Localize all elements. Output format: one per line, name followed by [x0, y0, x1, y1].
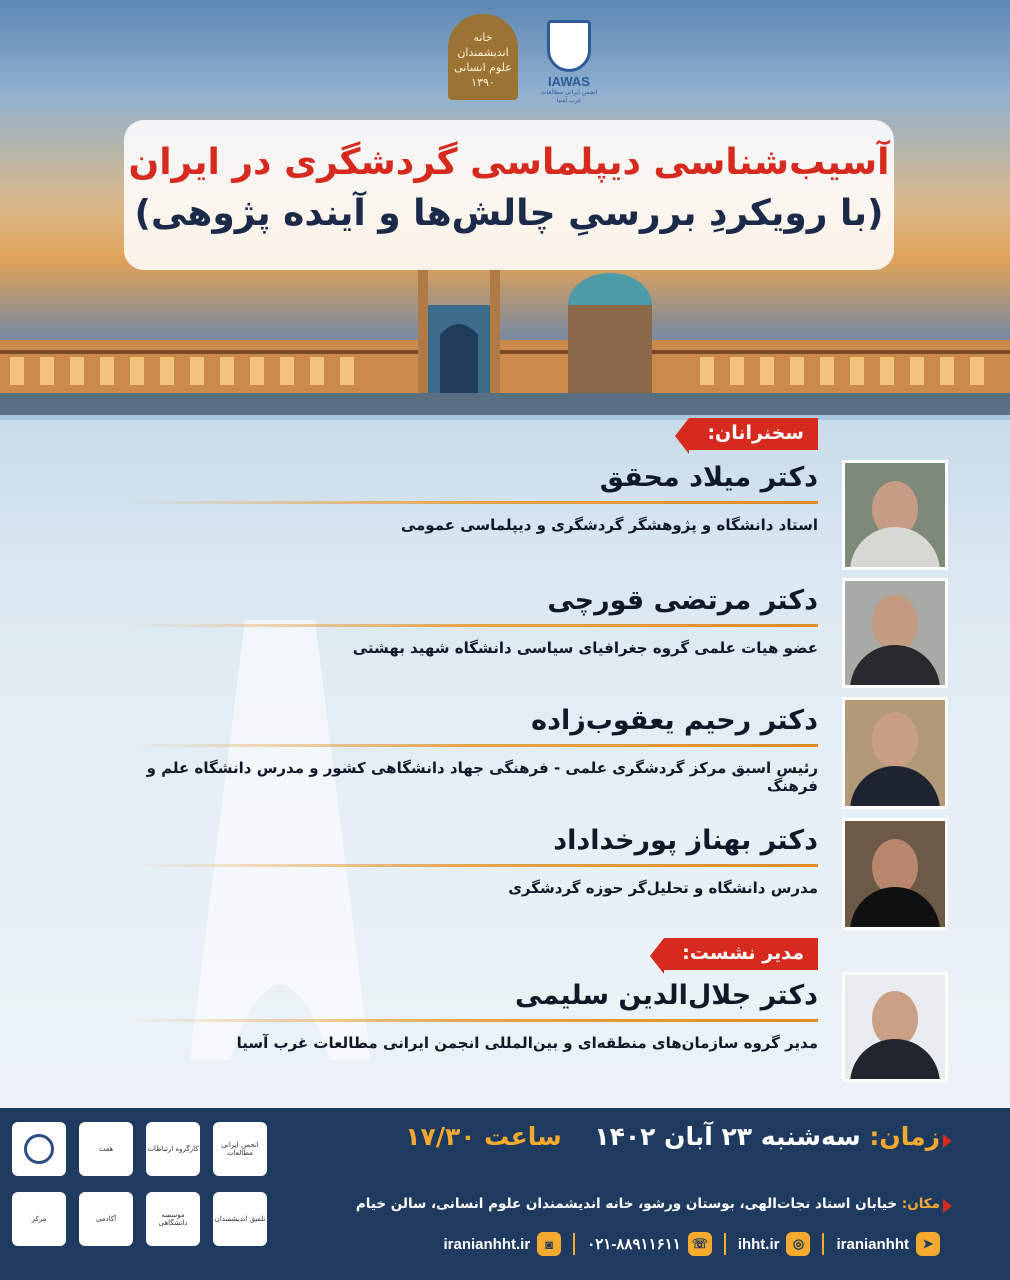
speaker-role: رئیس اسبق مرکز گردشگری علمی - فرهنگی جهاد دانشگاهی کشور و مدرس دانشگاه علم و فرهنگ [146, 759, 818, 795]
partner-logo [12, 1192, 66, 1246]
partner-logo [146, 1122, 200, 1176]
moderator-label [664, 938, 818, 970]
contact-divider [724, 1233, 726, 1255]
partner-logo [213, 1192, 267, 1246]
naqsh-jahan-skyline [0, 265, 1010, 415]
moderator-photo [842, 972, 948, 1082]
time-bullet-icon [943, 1134, 952, 1148]
place-bullet-icon [943, 1199, 952, 1213]
speaker-4-photo [842, 818, 948, 930]
instagram-handle: iranianhht.ir [443, 1235, 531, 1253]
speaker-torso [850, 887, 940, 930]
event-place [356, 1196, 940, 1212]
speaker-role: استاد دانشگاه و پژوهشگر گردشگری و دیپلماسی عمومی [400, 516, 818, 534]
speaker-name: دکتر رحیم یعقوب‌زاده [531, 705, 818, 736]
phone-contact[interactable] [587, 1232, 712, 1256]
speaker-1 [128, 462, 818, 534]
speakers-label-text: سخنرانان: [707, 422, 804, 444]
contact-row [444, 1232, 941, 1256]
speaker-name: دکتر میلاد محقق [599, 462, 818, 493]
place-label: مکان: [901, 1196, 940, 1212]
partner-logo-text: کارگروه ارتباطات [147, 1145, 199, 1153]
event-time [405, 1122, 940, 1151]
iawas-logo [535, 20, 603, 118]
speaker-role: عضو هیات علمی گروه جغرافیای سیاسی دانشگاه شهید بهشتی [352, 639, 818, 657]
partner-logo [79, 1192, 133, 1246]
telegram-icon: ➤ [916, 1232, 940, 1256]
moderator-name: دکتر جلال‌الدین سلیمی [515, 980, 818, 1011]
partner-logo-text: هفت [98, 1145, 114, 1153]
telegram-handle: iranianhht [836, 1235, 909, 1253]
speaker-3 [128, 705, 818, 795]
moderator-divider [128, 1019, 818, 1022]
iawas-shield-icon [547, 20, 591, 72]
instagram-icon: ◙ [537, 1232, 561, 1256]
speaker-role: مدرس دانشگاه و تحلیل‌گر حوزه گردشگری [508, 879, 818, 897]
place-value: خیابان استاد نجات‌الهی، بوستان ورشو، خانه اندیشمندان علوم انسانی، سالن خیام [355, 1196, 898, 1212]
speaker-divider [128, 744, 818, 747]
partner-logo-text: موسسه دانشگاهی [158, 1211, 188, 1227]
partner-logo-text: مرکز [31, 1215, 47, 1223]
contact-divider [822, 1233, 824, 1255]
title-box [124, 120, 894, 270]
instagram-contact[interactable] [444, 1232, 562, 1256]
speaker-4 [128, 825, 818, 897]
contact-divider [573, 1233, 575, 1255]
moderator-torso [850, 1039, 940, 1082]
partner-logo-text: انجمن ایرانی مطالعات [221, 1141, 259, 1157]
moderator-label-text: مدیر نشست: [682, 942, 804, 964]
partner-mark-icon [24, 1134, 54, 1164]
speaker-torso [850, 527, 940, 570]
event-title: آسیب‌شناسی دیپلماسی گردشگری در ایران [128, 142, 890, 183]
partner-logo-text: آکادمی [95, 1215, 117, 1223]
moderator-role: مدیر گروه سازمان‌های منطقه‌ای و بین‌المللی انجمن ایرانی مطالعات غرب آسیا [236, 1034, 818, 1052]
partner-logo [213, 1122, 267, 1176]
time-label: زمان: [869, 1122, 940, 1151]
speaker-head [872, 595, 918, 651]
web-icon: ◎ [786, 1232, 810, 1256]
speaker-divider [128, 864, 818, 867]
web-contact[interactable] [738, 1232, 811, 1256]
partner-logo [12, 1122, 66, 1176]
speaker-divider [128, 624, 818, 627]
partner-logo [146, 1192, 200, 1246]
partner-logo-text: تلفیق اندیشمندان [214, 1215, 266, 1223]
partner-logo [79, 1122, 133, 1176]
phone-icon: ☏ [688, 1232, 712, 1256]
speaker-2-photo [842, 578, 948, 688]
speaker-divider [128, 501, 818, 504]
iawas-subtitle: انجمن ایرانی مطالعات غرب آسیا [540, 89, 598, 104]
phone-number: ۰۲۱-۸۸۹۱۱۶۱۱ [587, 1236, 681, 1253]
web-address: ihht.ir [737, 1235, 780, 1253]
speaker-torso [850, 766, 940, 809]
speaker-head [872, 712, 918, 768]
khaneh-andishmandan-logo [448, 14, 518, 100]
telegram-contact[interactable] [836, 1232, 940, 1256]
speakers-label [689, 418, 818, 450]
partner-logos [12, 1122, 272, 1262]
speaker-name: دکتر بهناز پورخداداد [553, 825, 818, 856]
khaneh-logo-text: خانه اندیشمندان علوم انسانی ۱۳۹۰ [454, 31, 512, 89]
speaker-torso [850, 645, 940, 688]
speaker-name: دکتر مرتضی قورچی [547, 585, 818, 616]
speaker-2 [128, 585, 818, 657]
speaker-3-photo [842, 697, 948, 809]
hour-value: ساعت ۱۷/۳۰ [405, 1122, 562, 1151]
time-value: سه‌شنبه ۲۳ آبان ۱۴۰۲ [594, 1122, 861, 1151]
moderator [128, 980, 818, 1052]
iawas-abbr: IAWAS [548, 74, 590, 89]
speaker-1-photo [842, 460, 948, 570]
event-subtitle: (با رویکردِ بررسیِ چالش‌ها و آینده پژوهی) [134, 193, 884, 234]
